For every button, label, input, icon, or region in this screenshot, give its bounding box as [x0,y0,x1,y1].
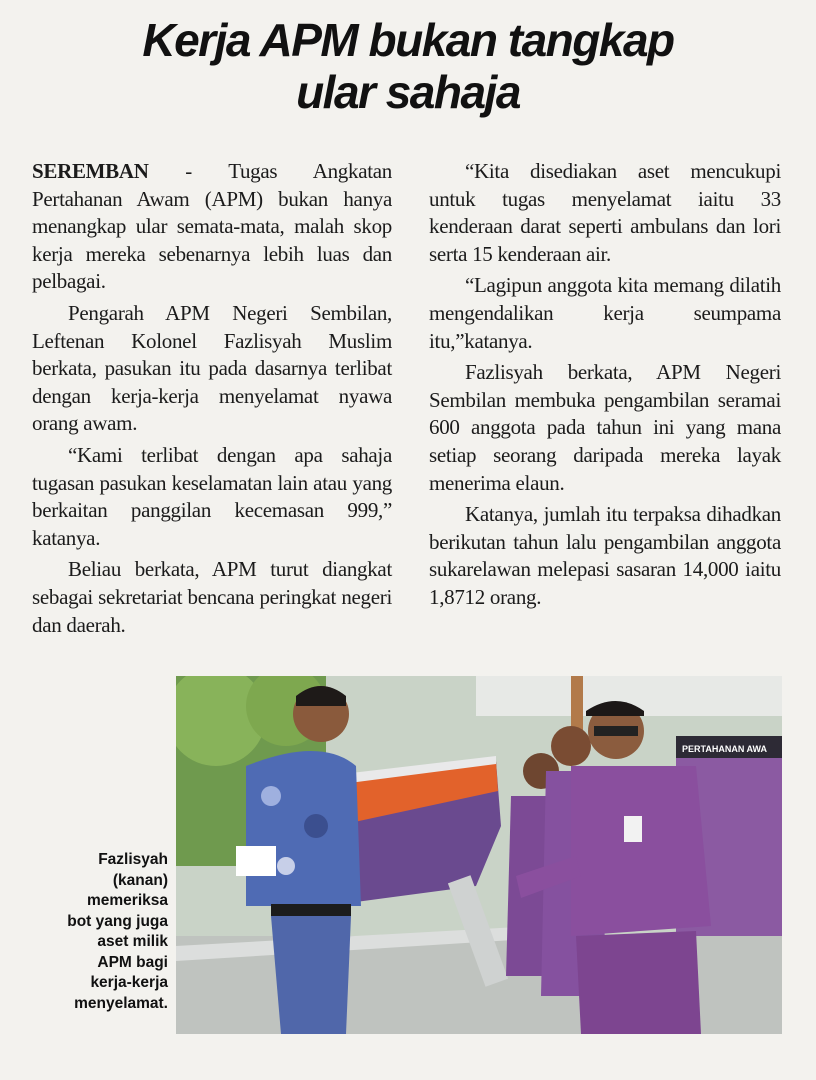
caption-line: Fazlisyah [98,851,168,868]
person-trousers [271,916,351,1034]
headline-line-1: Kerja APM bukan tangkap [142,14,674,66]
article-paragraph: Fazlisyah berkata, APM Negeri Sembilan membuka pengambilan seramai 600 anggota pada tahun ini yang mana setiap seorang daripada mereka layak menerima elaun. [429,360,781,495]
headline [0,14,816,118]
caption-line: memeriksa [86,892,168,909]
paragraph-text: - Tugas Angkatan Pertahanan Awam (APM) bukan hanya menangkap ular semata-mata, malah skop kerja mereka sebenarnya lebih luas dan pelbagai. [32,159,392,294]
camo-pattern [304,814,328,838]
article-paragraph [32,158,392,296]
article-paragraph: “Kami terlibat dengan apa sahaja tugasan pasukan keselamatan lain atau yang berkaitan panggilan kecemasan 999,” katanya. [32,442,392,550]
officer-trousers [576,931,701,1034]
news-photo [176,676,782,1034]
bandage [236,846,276,876]
officer-uniform [571,766,711,936]
caption-line: bot yang juga [67,912,168,930]
belt [271,904,351,916]
caption-line: menyelamat. [74,994,168,1012]
caption-line: aset milik [97,933,168,950]
vehicle-label: PERTAHANAN AWA [682,744,767,754]
person-uniform-camo [246,751,361,906]
photo-illustration [176,676,782,1034]
id-card [624,816,642,842]
article-column-left [32,158,392,643]
person-head [551,726,591,766]
headline-line-2: ular sahaja [296,66,520,118]
caption-line: APM bagi [97,953,168,971]
caption-line: (kanan) [112,871,168,889]
camo-pattern [277,857,295,875]
dateline: SEREMBAN [32,159,149,183]
article-paragraph: “Lagipun anggota kita memang dilatih mengendalikan kerja seumpama itu,”katanya. [429,273,781,353]
article-paragraph: “Kita disediakan aset mencukupi untuk tugas menyelamat iaitu 33 kenderaan darat seperti ambulans dan lori serta 15 kenderaan air. [429,159,781,266]
article-column-right [429,158,781,616]
photo-caption [20,850,168,1014]
camo-pattern [261,786,281,806]
caption-line: kerja-kerja [90,974,168,991]
article-paragraph: Pengarah APM Negeri Sembilan, Leftenan Kolonel Fazlisyah Muslim berkata, pasukan itu pada dasarnya terlibat dengan kerja-kerja menyelamat nyawa orang awam. [32,300,392,436]
glasses [594,726,638,736]
article-paragraph: Katanya, jumlah itu terpaksa dihadkan berikutan tahun lalu pengambilan anggota sukarelawan melepasi sasaran 14,000 iaitu 1,8712 orang. [429,502,781,609]
article-paragraph: Beliau berkata, APM turut diangkat sebagai sekretariat bencana peringkat negeri dan daerah. [32,557,392,637]
